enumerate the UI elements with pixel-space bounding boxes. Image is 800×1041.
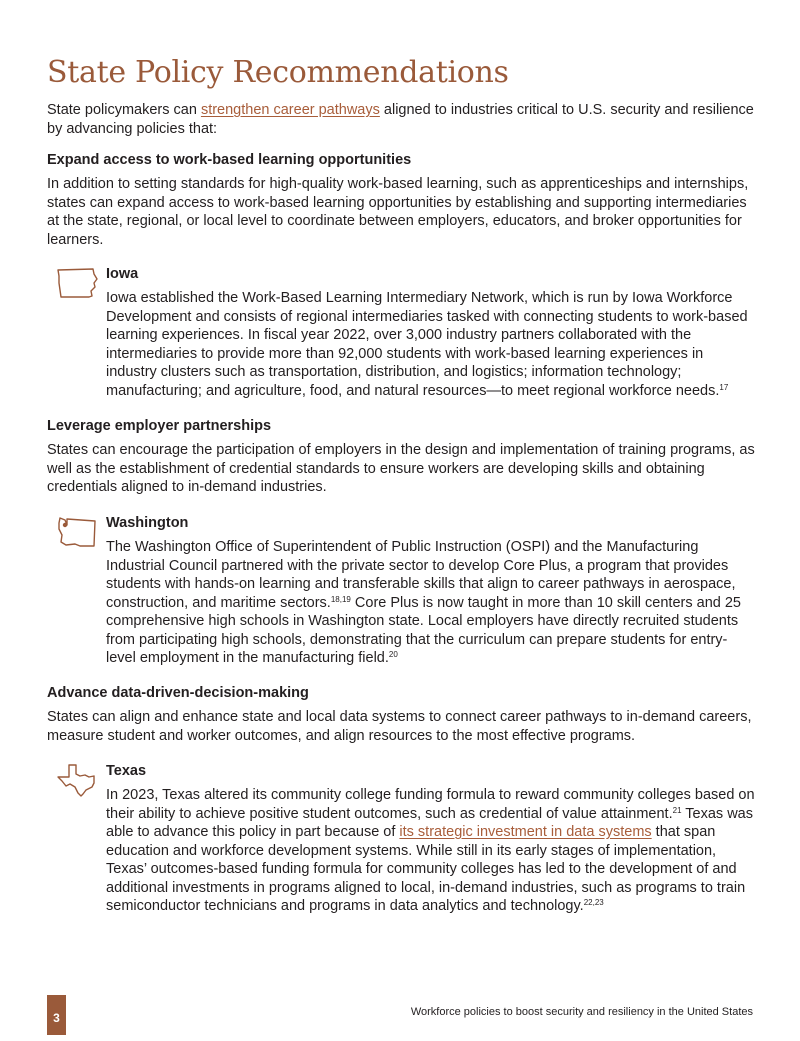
section-body-work-based-learning: In addition to setting standards for high-quality work-based learning, such as apprenticeships and internships, states can expand access to work-based learning opportunities by establishing and supporting intermediaries at the state, regional, or local level to coordinate between employers, educators, and broker opportunities for learners.: [47, 176, 749, 248]
example-body-iowa: Iowa established the Work-Based Learning Intermediary Network, which is run by Iowa Workforce Development and consists of regional intermediaries tasked with connecting students to work-based learning experiences. In fiscal year 2022, over 3,000 industry partners collaborated with the intermediaries to provide more than 92,000 students with work-based learning experiences in industry clusters such as transportation, distribution, and logistics; information technology; manufacturing; and agriculture, food, and natural resources—to meet regional workforce needs.: [106, 290, 748, 399]
example-title-washington: Washington: [106, 515, 189, 531]
footnote-ref: 18,19: [330, 594, 351, 604]
example-body-washington-part1: The Washington Office of Superintendent of Public Instruction (OSPI) and the Manufacturing Industrial Council partnered with the private sector to develop Core Plus, a program that provides students with hands-on learning and transferable skills that align to career pathways in aerospace, construction, and maritime sectors.: [106, 539, 736, 611]
washington-state-outline-icon: [56, 515, 98, 549]
strengthen-career-pathways-link[interactable]: strengthen career pathways: [200, 102, 380, 118]
section-heading-employer-partnerships: Leverage employer partnerships: [47, 418, 272, 434]
example-text-iowa: [106, 289, 756, 400]
section-body-data-driven: States can align and enhance state and local data systems to connect career pathways to in-demand careers, measure student and worker outcomes, and align resources to the most effective programs.: [47, 709, 752, 744]
example-body-texas-part2: Texas was able to advance this policy in part because of: [106, 805, 753, 840]
example-text-texas: [106, 786, 756, 916]
footnote-ref: 22,23: [583, 898, 604, 907]
footer-text: Workforce policies to boost security and resiliency in the United States: [410, 1006, 753, 1018]
iowa-state-outline-icon: [56, 266, 98, 300]
example-text-washington: [106, 538, 756, 668]
page-number: 3: [47, 995, 66, 1035]
example-title-texas: Texas: [106, 763, 147, 779]
footnote-ref: 20: [388, 650, 398, 659]
footnote-ref: 21: [672, 805, 682, 815]
example-body-texas-part3: that span education and workforce development systems. While still in its early stages of implementation, Texas’ outcomes-based funding formula for community colleges has led to the development of and additional investments in programs aligned to local, in-demand industries, such as programs to train semiconductor technicians and programs in data analytics and technology.: [106, 824, 746, 914]
example-title-iowa: Iowa: [106, 266, 139, 282]
texas-state-outline-icon: [56, 763, 98, 797]
example-body-washington-part2: Core Plus is now taught in more than 10 skill centers and 25 comprehensive high schools in Washington state. Local employers have directly recruited students from participating high schools, demonstrating that the curriculum can prepare students for entry-level employment in the manufacturing field.: [106, 594, 741, 666]
intro-text-end: aligned to industries critical to U.S. security and resilience by advancing policies that:: [47, 102, 754, 137]
section-heading-work-based-learning: Expand access to work-based learning opportunities: [47, 152, 412, 168]
page-title: State Policy Recommendations: [47, 55, 509, 90]
section-body-employer-partnerships: States can encourage the participation of employers in the design and implementation of training programs, as well as the establishment of credential standards to ensure workers are developing skills and obtaining credentials aligned to in-demand industries.: [47, 442, 755, 495]
footnote-ref: 17: [719, 382, 729, 392]
strategic-investment-data-systems-link[interactable]: its strategic investment in data systems: [399, 824, 652, 840]
section-heading-data-driven: Advance data-driven-decision-making: [47, 685, 309, 701]
intro-text-start: State policymakers can: [47, 102, 201, 118]
intro-paragraph: [47, 101, 757, 138]
example-body-texas-part1: In 2023, Texas altered its community college funding formula to reward community colleges based on their ability to achieve positive student outcomes, such as credential of value attainment.: [106, 787, 755, 822]
